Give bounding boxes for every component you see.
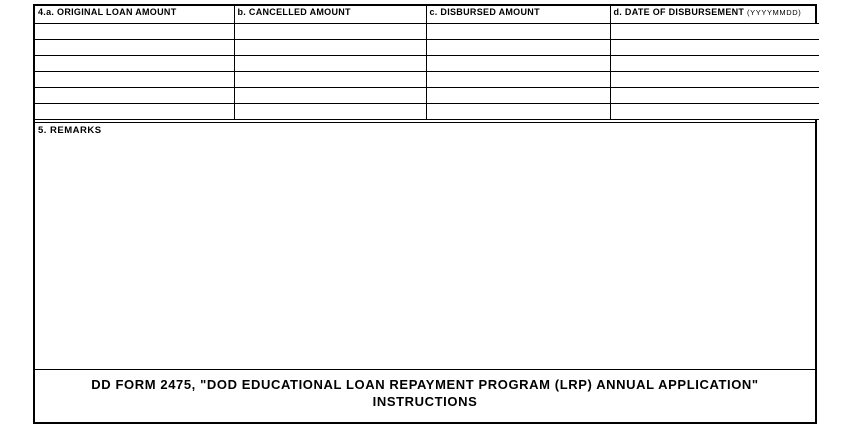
disbursed-amount-input[interactable] xyxy=(426,87,610,103)
cancelled-amount-input[interactable] xyxy=(234,55,426,71)
table-row xyxy=(35,55,819,71)
date-format-hint: (YYYYMMDD) xyxy=(747,8,802,17)
original-loan-amount-input[interactable] xyxy=(35,39,234,55)
cancelled-amount-input[interactable] xyxy=(234,71,426,87)
disbursed-amount-input[interactable] xyxy=(426,23,610,39)
original-loan-amount-header: 4.a. ORIGINAL LOAN AMOUNT xyxy=(35,6,234,23)
table-row xyxy=(35,71,819,87)
table-row xyxy=(35,103,819,119)
disbursement-date-input[interactable] xyxy=(610,103,819,119)
disbursed-amount-input[interactable] xyxy=(426,71,610,87)
table-header-row xyxy=(35,6,819,23)
disbursed-amount-input[interactable] xyxy=(426,39,610,55)
remarks-field[interactable] xyxy=(35,122,815,370)
disbursement-date-input[interactable] xyxy=(610,87,819,103)
original-loan-amount-input[interactable] xyxy=(35,71,234,87)
cancelled-amount-input[interactable] xyxy=(234,103,426,119)
disbursed-amount-input[interactable] xyxy=(426,103,610,119)
original-loan-amount-input[interactable] xyxy=(35,55,234,71)
disbursement-date-input[interactable] xyxy=(610,23,819,39)
loan-amounts-table xyxy=(35,6,819,120)
disbursement-date-input[interactable] xyxy=(610,71,819,87)
instructions-title xyxy=(35,376,815,410)
disbursed-amount-header: c. DISBURSED AMOUNT xyxy=(426,6,610,23)
table-row xyxy=(35,23,819,39)
table-row xyxy=(35,39,819,55)
cancelled-amount-header: b. CANCELLED AMOUNT xyxy=(234,6,426,23)
original-loan-amount-input[interactable] xyxy=(35,103,234,119)
table-row xyxy=(35,87,819,103)
disbursement-date-input[interactable] xyxy=(610,55,819,71)
date-of-disbursement-header: d. DATE OF DISBURSEMENT (YYYYMMDD) xyxy=(610,6,819,23)
loan-form xyxy=(33,4,817,424)
disbursed-amount-input[interactable] xyxy=(426,55,610,71)
instructions-title-line2: INSTRUCTIONS xyxy=(372,394,478,409)
cancelled-amount-input[interactable] xyxy=(234,87,426,103)
cancelled-amount-input[interactable] xyxy=(234,39,426,55)
original-loan-amount-input[interactable] xyxy=(35,23,234,39)
instructions-title-line1: DD FORM 2475, "DOD EDUCATIONAL LOAN REPAYMENT PROGRAM (LRP) ANNUAL APPLICATION" xyxy=(91,377,759,392)
remarks-label: 5. REMARKS xyxy=(38,125,102,136)
cancelled-amount-input[interactable] xyxy=(234,23,426,39)
disbursement-date-input[interactable] xyxy=(610,39,819,55)
original-loan-amount-input[interactable] xyxy=(35,87,234,103)
